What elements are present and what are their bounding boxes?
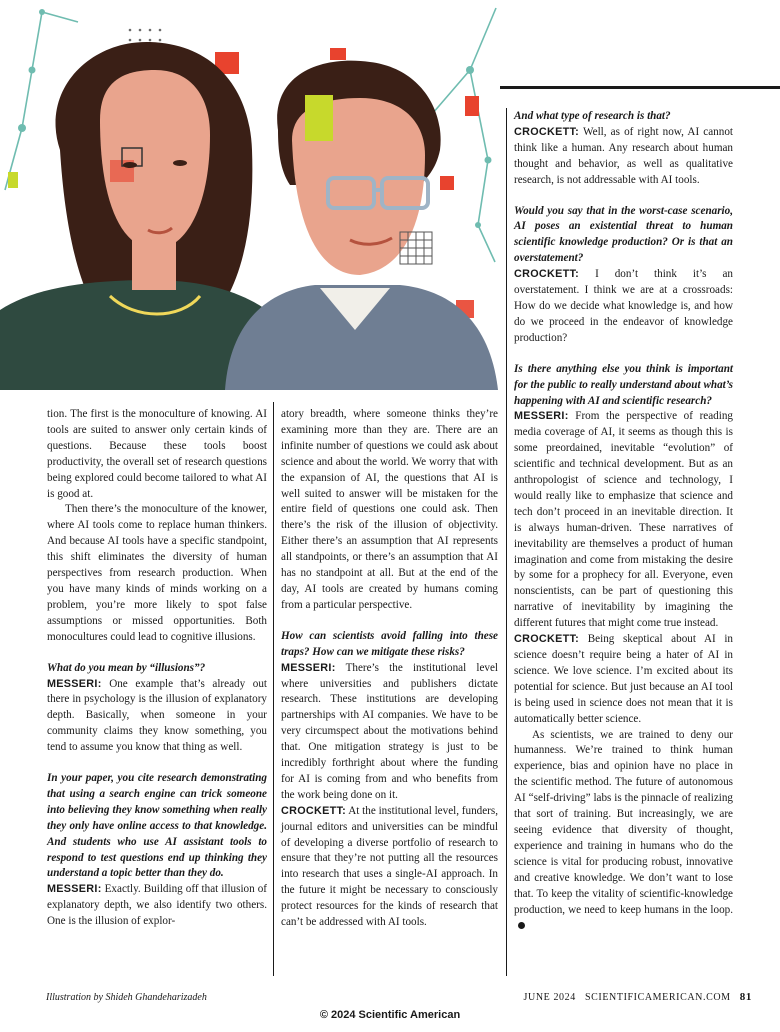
column-divider <box>273 402 274 976</box>
interview-answer <box>47 677 267 757</box>
interview-question: In your paper, you cite research demonstrating that using a search engine can trick someone into believing they know something when really they only have online access to that knowledge. And students who use AI assistant tools to respond to test questions end up thinking they understand a topic better than they do. <box>47 772 267 880</box>
column-3 <box>514 109 733 934</box>
folio <box>524 991 752 1003</box>
top-rule <box>500 86 780 89</box>
site-url[interactable]: SCIENTIFICAMERICAN.COM <box>584 992 731 1003</box>
interview-answer <box>514 409 733 632</box>
answer-text: From the perspective of reading media coverage of AI, it seems as though this is some preordained, inevitable “evolution” of scientific and technical development. But as an anthropologist of science and technology, I would really like to emphasize that science and tech don’t proceed in an inevitable direction. It is always human-driven. These narratives of inevitability are themselves a product of human imagination and come from mistaking the desire by some for a prophecy for all. Everyone, even nonscientists, can be part of questioning this narrative of inevitability by imagining the different futures that might come true instead. <box>514 410 733 630</box>
answer-text: One example that’s already out there in psychology is the illusion of explanatory depth. Basically, when someone in your community claims they know something, you tend to assume you know that thing as well. <box>47 677 267 754</box>
answer-text: Being skeptical about AI in science doesn’t require being a hater of AI in science. We love science. I’m excited about its potential for science. But just because an AI tool is being used in science does not mean that it is automatically better science. <box>514 633 733 725</box>
interview-answer <box>514 632 733 727</box>
answer-text: Exactly. Building off that illusion of explanatory depth, we also identify two others. One is the illusion of explor- <box>47 883 267 928</box>
interview-question: And what type of research is that? <box>514 110 671 122</box>
illustration-art <box>0 0 500 390</box>
interview-answer <box>281 804 498 931</box>
copyright-notice: © 2024 Scientific American <box>319 1009 461 1021</box>
paragraph <box>514 728 733 935</box>
interview-answer <box>514 267 733 347</box>
column-1 <box>47 407 267 930</box>
answer-text: At the institutional level, funders, journal editors and universities can be mindful of developing a diverse portfolio of research to ensure that they’re not putting all the resources into research that uses a single-AI approach. In the future it might be necessary to consciously protect resources for the kinds of research that can’t be addressed with AI tools. <box>281 804 499 929</box>
interview-question: What do you mean by “illusions”? <box>47 661 206 674</box>
speaker-label: CROCKETT: <box>514 268 580 281</box>
column-2 <box>281 407 498 931</box>
interview-question: Is there anything else you think is important for the public to really understand about what’s happening with AI and scientific research? <box>514 362 733 407</box>
interview-answer <box>281 661 498 804</box>
closing-text: As scientists, we are trained to deny our humanness. We’re trained to think human experience, bias and opinion have no place in the scientific method. The future of autonomous AI “self-driving” labs is the pinnacle of realizing that sort of training. But increasingly, we are seeing evidence that diversity of thought, experience and training in humans who do the science is vital for producing robust, innovative and creative knowledge. We don’t want to lose that. To keep the vitality of scientific-knowledge production, we need to keep humans in the loop. <box>514 728 733 916</box>
speaker-label: MESSERI: <box>281 661 336 674</box>
speaker-label: MESSERI: <box>47 677 102 690</box>
speaker-label: MESSERI: <box>47 883 102 896</box>
speaker-label: CROCKETT: <box>281 804 347 817</box>
speaker-label: CROCKETT: <box>514 125 580 138</box>
interview-answer <box>514 125 733 189</box>
speaker-label: CROCKETT: <box>514 633 580 646</box>
illustration-credit: Illustration by Shideh Ghandeharizadeh <box>46 992 207 1003</box>
speaker-label: MESSERI: <box>514 410 569 423</box>
column-divider <box>506 108 507 976</box>
interview-question: How can scientists avoid falling into these traps? How can we mitigate these risks? <box>281 629 498 658</box>
issue-date: JUNE 2024 <box>523 992 576 1003</box>
end-mark-icon <box>518 922 525 929</box>
paragraph: atory breadth, where someone thinks they’re examining more than they are. There are an infinite number of questions we could ask about science and about the world. We worry that with the expansion of AI, the questions that AI is well suited to answer will be mistaken for the entire field of questions one could ask. Then there’s the risk of the illusion of objectivity. Either there’s an assumption that AI represents all standpoints, or there’s an assumption that AI has no standpoint at all. But at the end of the day, AI tools are created by humans coming from a particular perspective. <box>281 408 498 611</box>
answer-text: Well, as of right now, AI cannot think like a human. Any research about human thought and behavior, as well as qualitative research, is not addressable with AI tools. <box>514 125 733 186</box>
answer-text: I don’t think it’s an overstatement. I think we are at a crossroads: How do we decide what knowledge is, and how do we proceed in the endeavor of knowledge production? <box>514 268 734 344</box>
paragraph: tion. The first is the monoculture of knowing. AI tools are suited to answer only certain kinds of questions. Because these tools boost productivity, the overall set of research questions being explored could become tailored to what AI is good at. <box>47 408 267 500</box>
page-number: 81 <box>739 991 752 1003</box>
interview-answer <box>47 882 267 930</box>
paragraph: Then there’s the monoculture of the knower, where AI tools come to replace human thinkers. And because AI tools have a specific standpoint, this shift eliminates the diversity of human perspectives from research production. When you have many kinds of minds working on a problem, you’re more likely to spot false assumptions or missed opportunities. Both monocultures could lead to cognitive illusions. <box>47 503 267 643</box>
interview-question: Would you say that in the worst-case scenario, AI poses an existential threat to human scientific knowledge production? Or is that an overstatement? <box>514 204 733 265</box>
answer-text: There’s the institutional level where universities and publishers dictate research. These institutions are developing partnerships with AI companies. We have to be very circumspect about the motivations behind that. One mitigation strategy is just to be incredibly forthright about where the funding for AI is coming from and who benefits from the work being done on it. <box>281 661 498 801</box>
illustration <box>0 0 500 390</box>
